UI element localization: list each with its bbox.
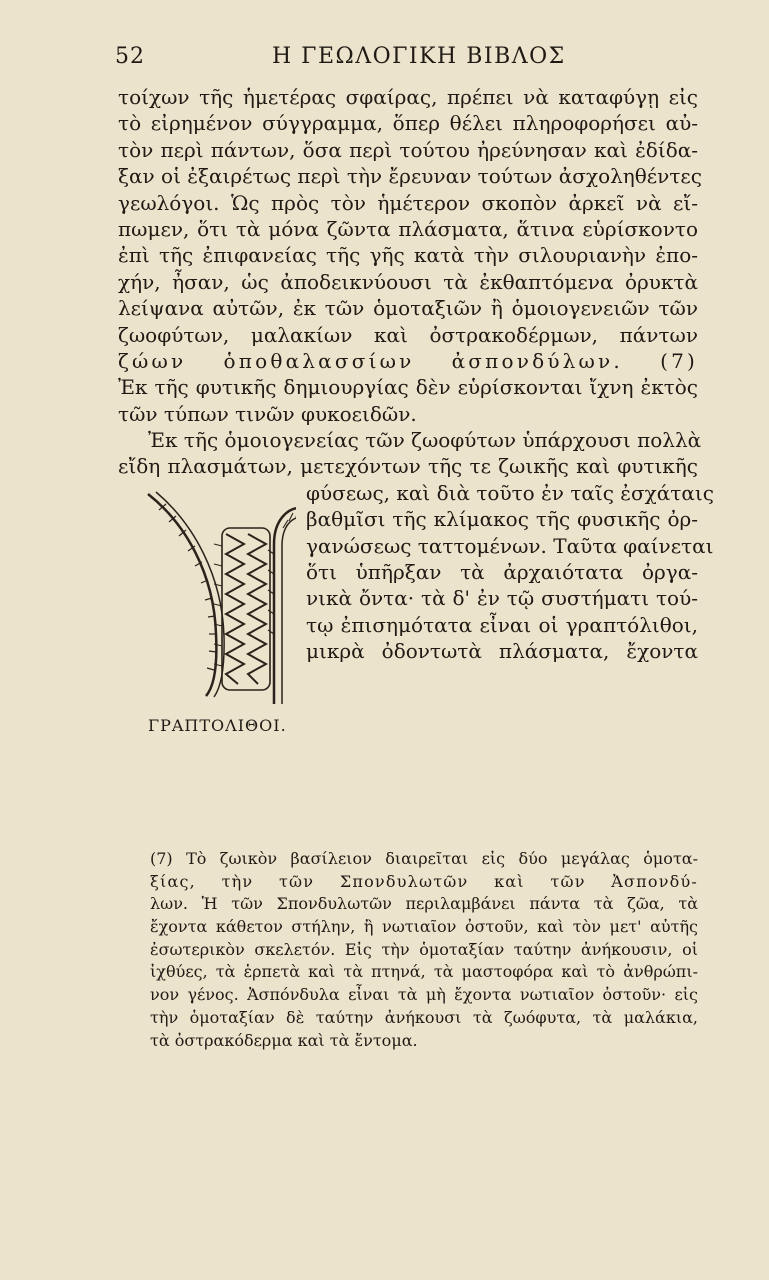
footnote-line: νον γένος. Ἀσπόνδυλα εἶναι τὰ μὴ ἔχοντα νωτιαῖον ὀστοῦν· εἰς bbox=[150, 985, 698, 1005]
text-line: λείψανα αὐτῶν, ἐκ τῶν ὁμοταξιῶν ἢ ὁμοιογενειῶν τῶν bbox=[118, 296, 698, 321]
figure-caption: ΓΡΑΠΤΟΛΙΘΟΙ. bbox=[148, 715, 287, 735]
wrapped-text-column bbox=[306, 480, 714, 665]
footnote-line: (7) Τὸ ζωικὸν βασίλειον διαιρεῖται εἰς δύο μεγάλας ὁμοτα- bbox=[150, 849, 698, 868]
text-line: τὸ εἰρημένον σύγγραμμα, ὅπερ θέλει πληροφορήσει αὐ- bbox=[118, 111, 698, 136]
footnote-line: ἔχοντα κάθετον στήλην, ἢ νωτιαῖον ὀστοῦν, καὶ τὸν μετ' αὐτῆς bbox=[150, 917, 698, 937]
text-line: γεωλόγοι. Ὡς πρὸς τὸν ἡμέτερον σκοπὸν ἀρκεῖ νὰ εἴ- bbox=[118, 190, 698, 215]
figure-area bbox=[118, 480, 714, 744]
page-number: 52 bbox=[115, 44, 145, 69]
text-line: γανώσεως ταττομένων. Ταῦτα φαίνεται bbox=[306, 533, 714, 558]
text-line: βαθμῖσι τῆς κλίμακος τῆς φυσικῆς ὀρ- bbox=[306, 507, 698, 532]
text-line: τοίχων τῆς ἡμετέρας σφαίρας, πρέπει νὰ καταφύγῃ εἰς bbox=[118, 85, 698, 109]
text-line: ἐπὶ τῆς ἐπιφανείας τῆς γῆς κατὰ τὴν σιλουριανὴν ἐπο- bbox=[118, 243, 698, 268]
text-line: μικρὰ ὀδοντωτὰ πλάσματα, ἔχοντα bbox=[306, 639, 698, 664]
paragraph-start: Ἐκ τῆς ὁμοιογενείας τῶν ζωοφύτων ὑπάρχουσι πολλὰ bbox=[148, 428, 702, 453]
text-line-spaced: ζώων ὁποθαλασσίων ἀσπονδύλων. (7) bbox=[118, 348, 698, 373]
text-line: ὅτι ὑπῆρξαν τὰ ἀρχαιότατα ὀργα- bbox=[306, 560, 698, 585]
text-line: φύσεως, καὶ διὰ τοῦτο ἐν ταῖς ἐσχάταις bbox=[306, 480, 714, 505]
text-line: νικὰ ὄντα· τὰ δ' ἐν τῷ συστήματι τού- bbox=[306, 586, 698, 611]
main-text bbox=[118, 84, 714, 744]
text-line: Ἐκ τῆς φυτικῆς δημιουργίας δὲν εὑρίσκονται ἴχνη ἐκτὸς bbox=[118, 375, 698, 400]
footnote-line: ἐσωτερικὸν σκελετόν. Εἰς τὴν ὁμοταξίαν ταύτην ἀνήκουσιν, οἱ bbox=[150, 939, 698, 959]
graptolite-illustration bbox=[126, 484, 296, 704]
text-line: πωμεν, ὅτι τὰ μόνα ζῶντα πλάσματα, ἅτινα εὑρίσκοντο bbox=[118, 216, 698, 241]
footnote-line: ξίας, τὴν τῶν Σπονδυλωτῶν καὶ τῶν Ἀσπονδύ- bbox=[150, 871, 698, 891]
footnote-line: ἰχθύες, τὰ ἑρπετὰ καὶ τὰ πτηνά, τὰ μαστοφόρα καὶ τὸ ἀνθρώπι- bbox=[150, 962, 698, 982]
footnote-line: λων. Ἡ τῶν Σπονδυλωτῶν περιλαμβάνει πάντα τὰ ζῶα, τὰ bbox=[150, 894, 698, 914]
footnote-block bbox=[150, 848, 698, 1052]
text-line: χήν, ἦσαν, ὡς ἀποδεικνύουσι τὰ ἐκθαπτόμενα ὀρυκτὰ bbox=[118, 269, 698, 294]
footnote-line: τὴν ὁμοταξίαν δὲ ταύτην ἀνήκουσι τὰ ζωόφυτα, τὰ μαλάκια, bbox=[150, 1007, 698, 1027]
running-title: Η ΓΕΩΛΟΓΙΚΗ ΒΙΒΛΟΣ bbox=[272, 44, 566, 69]
page-header bbox=[0, 38, 769, 78]
text-line: εἴδη πλασμάτων, μετεχόντων τῆς τε ζωικῆς καὶ φυτικῆς bbox=[118, 454, 698, 479]
text-line: ξαν οἱ ἐξαιρέτως περὶ τὴν ἔρευναν τούτων ἀσχοληθέντες bbox=[118, 164, 702, 189]
text-line: ζωοφύτων, μαλακίων καὶ ὀστρακοδέρμων, πάντων bbox=[118, 322, 698, 347]
footnote-line: τὰ ὀστρακόδερμα καὶ τὰ ἔντομα. bbox=[150, 1030, 418, 1050]
text-line: τῳ ἐπισημότατα εἶναι οἱ γραπτόλιθοι, bbox=[306, 612, 698, 637]
text-line: τῶν τύπων τινῶν φυκοειδῶν. bbox=[118, 401, 417, 426]
text-line: τὸν περὶ πάντων, ὅσα περὶ τούτου ἠρεύνησαν καὶ ἐδίδα- bbox=[118, 137, 698, 162]
